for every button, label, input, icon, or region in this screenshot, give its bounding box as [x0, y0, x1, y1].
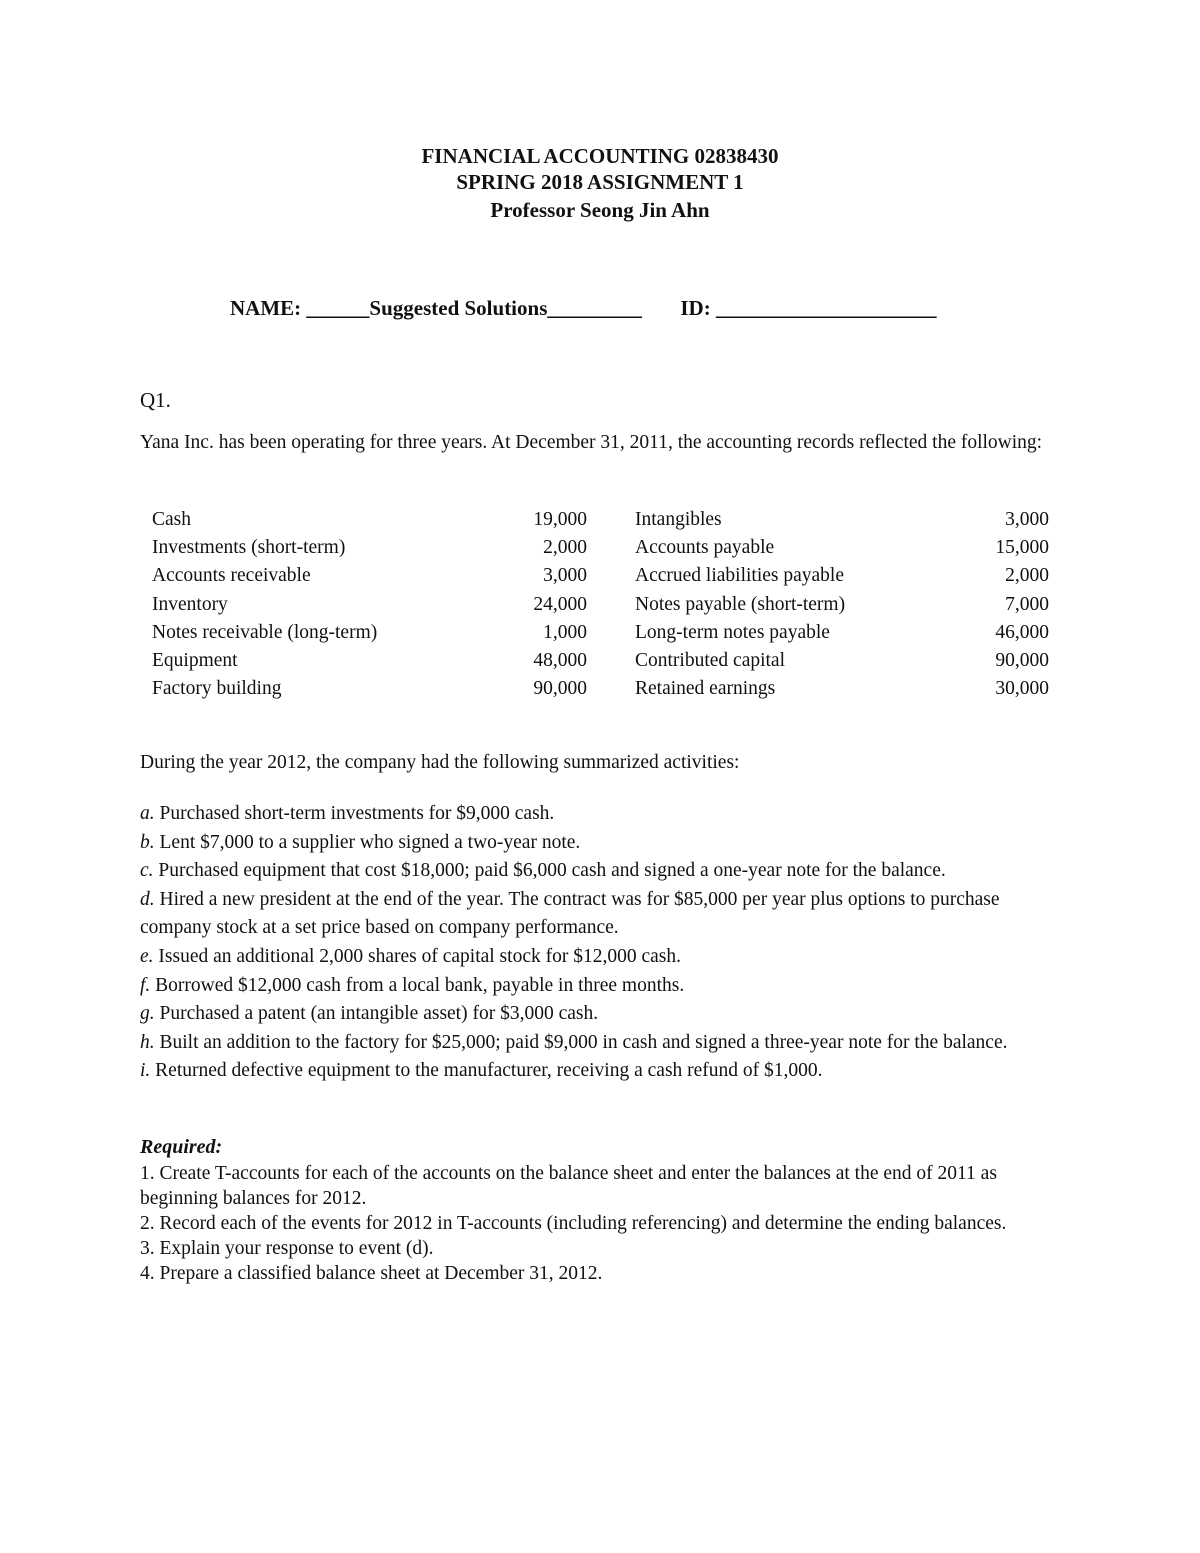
- balance-row: [635, 534, 1049, 562]
- activity-item: [140, 1000, 1060, 1029]
- account-amount: 90,000: [533, 678, 587, 700]
- activities-list: [140, 800, 1060, 1086]
- activity-text: Purchased equipment that cost $18,000; paid $6,000 cash and signed a one-year note for the balance.: [153, 860, 946, 882]
- question-intro: Yana Inc. has been operating for three years. At December 31, 2011, the accounting records reflected the following:: [140, 432, 1043, 453]
- required-item: 3. Explain your response to event (d).: [140, 1238, 434, 1259]
- account-label: Contributed capital: [635, 649, 786, 671]
- activity-item: [140, 943, 1060, 972]
- activity-item: [140, 886, 1060, 943]
- account-amount: 15,000: [995, 537, 1049, 559]
- account-label: Equipment: [152, 649, 238, 671]
- activity-text: Returned defective equipment to the manufacturer, receiving a cash refund of $1,000.: [150, 1060, 823, 1082]
- account-label: Accrued liabilities payable: [635, 565, 844, 587]
- activity-letter: f.: [140, 974, 151, 996]
- required-list: [140, 1161, 1060, 1286]
- activity-item: [140, 1057, 1060, 1086]
- balance-row: [152, 619, 587, 647]
- activity-letter: g.: [140, 1003, 155, 1025]
- activity-text: Issued an additional 2,000 shares of capital stock for $12,000 cash.: [153, 945, 681, 967]
- activity-letter: c.: [140, 860, 154, 882]
- balance-row: [635, 647, 1049, 675]
- account-amount: 48,000: [533, 649, 587, 671]
- account-label: Inventory: [152, 593, 228, 615]
- required-item: 4. Prepare a classified balance sheet at December 31, 2012.: [140, 1263, 603, 1284]
- account-amount: 30,000: [995, 678, 1049, 700]
- account-label: Accounts payable: [635, 537, 775, 559]
- account-amount: 1,000: [543, 621, 587, 643]
- name-label: NAME:: [230, 296, 302, 320]
- balance-row: [152, 506, 587, 534]
- balance-row: [152, 534, 587, 562]
- account-label: Long-term notes payable: [635, 621, 830, 643]
- account-label: Cash: [152, 509, 191, 530]
- account-label: Accounts receivable: [152, 565, 311, 587]
- balance-row: [635, 619, 1049, 647]
- assignment-title: SPRING 2018 ASSIGNMENT 1: [456, 170, 744, 194]
- activity-text: Built an addition to the factory for $25,000; paid $9,000 in cash and signed a three-year note for the balance.: [154, 1031, 1008, 1053]
- account-amount: 2,000: [1005, 565, 1049, 587]
- activity-letter: a.: [140, 803, 155, 824]
- account-amount: 19,000: [533, 509, 587, 530]
- activity-item: [140, 1029, 1060, 1058]
- id-value: _____________________: [715, 296, 937, 320]
- account-amount: 2,000: [543, 537, 587, 559]
- balance-row: [152, 647, 587, 675]
- activity-item: [140, 972, 1060, 1001]
- balance-row: [152, 591, 587, 619]
- balance-row: [635, 562, 1049, 590]
- account-label: Notes payable (short-term): [635, 593, 846, 615]
- activity-item: [140, 829, 1060, 858]
- activity-text: Lent $7,000 to a supplier who signed a two-year note.: [154, 831, 581, 853]
- id-label: ID:: [680, 296, 711, 320]
- name-value: ______Suggested Solutions_________: [306, 296, 642, 320]
- required-heading: Required:: [140, 1136, 223, 1158]
- course-title: FINANCIAL ACCOUNTING 02838430: [421, 144, 779, 168]
- balance-row: [635, 506, 1049, 534]
- question-number: Q1.: [140, 388, 171, 412]
- activity-letter: d.: [140, 888, 155, 910]
- account-label: Retained earnings: [635, 678, 776, 700]
- activity-item: [140, 857, 1060, 886]
- activity-text: Borrowed $12,000 cash from a local bank, payable in three months.: [150, 974, 685, 996]
- required-item: 2. Record each of the events for 2012 in T-accounts (including referencing) and determine the ending balances.: [140, 1213, 1007, 1234]
- activities-intro: During the year 2012, the company had the following summarized activities:: [140, 752, 740, 773]
- required-item: 1. Create T-accounts for each of the accounts on the balance sheet and enter the balances at the end of 2011 as beginning balances for 2012.: [140, 1163, 997, 1209]
- account-amount: 24,000: [533, 593, 587, 615]
- account-label: Investments (short-term): [152, 537, 346, 559]
- activity-letter: h.: [140, 1031, 155, 1053]
- account-label: Factory building: [152, 678, 282, 700]
- activity-letter: i.: [140, 1060, 151, 1082]
- activity-text: Hired a new president at the end of the year. The contract was for $85,000 per year plus options to purchase company stock at a set price based on company performance.: [140, 888, 1000, 939]
- balances-right-column: [635, 506, 1049, 703]
- balance-row: [635, 675, 1049, 703]
- account-label: Notes receivable (long-term): [152, 621, 378, 643]
- account-amount: 90,000: [995, 649, 1049, 671]
- activity-text: Purchased a patent (an intangible asset) for $3,000 cash.: [154, 1003, 599, 1025]
- activity-text: Purchased short-term investments for $9,000 cash.: [154, 803, 555, 824]
- account-amount: 3,000: [543, 565, 587, 587]
- professor-name: Professor Seong Jin Ahn: [490, 198, 710, 222]
- balances-left-column: [152, 506, 587, 703]
- activity-letter: e.: [140, 945, 154, 967]
- account-amount: 3,000: [1005, 509, 1049, 530]
- balance-row: [635, 591, 1049, 619]
- balance-row: [152, 562, 587, 590]
- account-amount: 7,000: [1005, 593, 1049, 615]
- account-amount: 46,000: [995, 621, 1049, 643]
- activity-letter: b.: [140, 831, 155, 853]
- activity-item: [140, 800, 1060, 829]
- balance-row: [152, 675, 587, 703]
- name-id-line: [230, 296, 936, 321]
- account-label: Intangibles: [635, 509, 722, 530]
